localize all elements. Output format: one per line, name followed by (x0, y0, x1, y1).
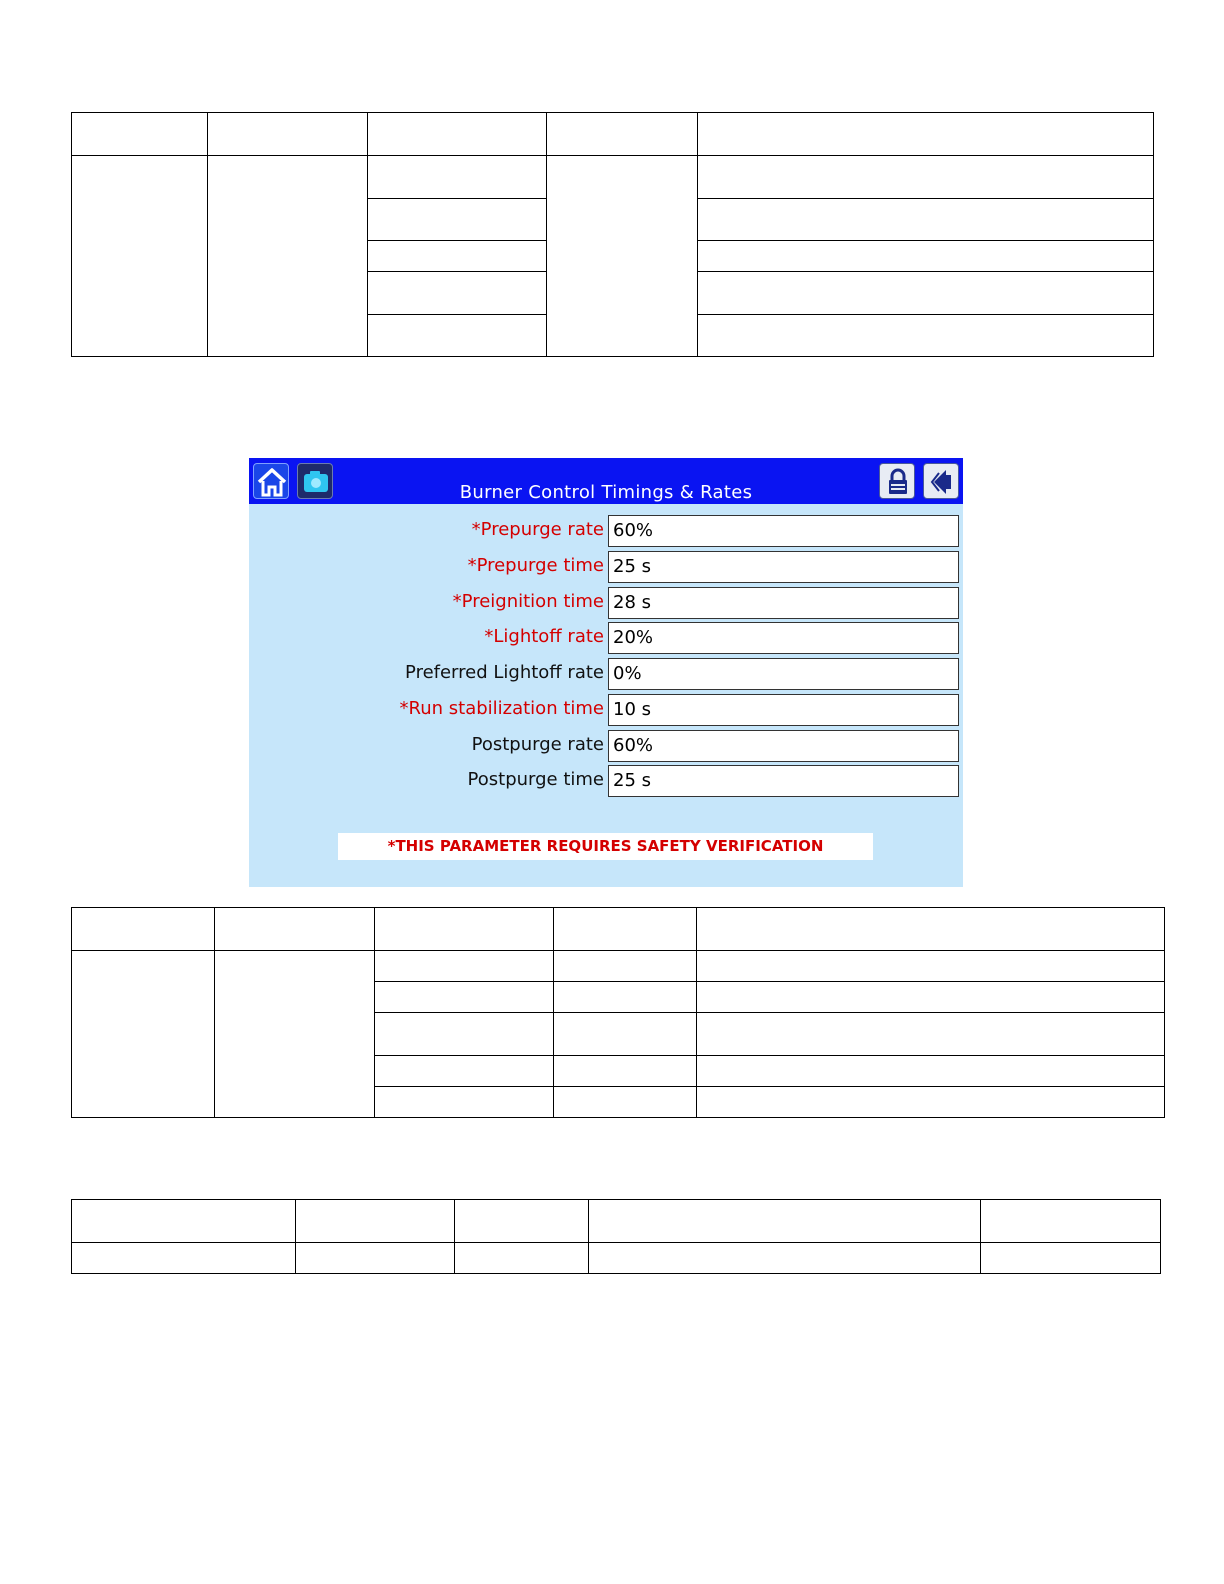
param-value: 10 s (613, 699, 652, 720)
preferred-lightoff-rate-field[interactable] (608, 658, 959, 690)
param-row-preignition-time (249, 587, 963, 619)
param-value: 25 s (613, 770, 652, 791)
table-row (72, 951, 1165, 982)
param-row-run-stabilization-time (249, 694, 963, 726)
param-label: Postpurge rate (471, 734, 604, 755)
bottom-table (71, 1199, 1161, 1274)
param-row-lightoff-rate (249, 622, 963, 654)
lock-icon (880, 464, 916, 500)
middle-table (71, 907, 1165, 1118)
top-table (71, 112, 1154, 357)
lightoff-rate-field[interactable] (608, 622, 959, 654)
param-value: 0% (613, 663, 642, 684)
param-label: *Preignition time (452, 591, 604, 612)
table-row (72, 1243, 1161, 1274)
page-title: Burner Control Timings & Rates (459, 482, 753, 503)
postpurge-time-field[interactable] (608, 765, 959, 797)
screen-header (249, 458, 963, 504)
param-row-postpurge-rate (249, 730, 963, 762)
lock-button[interactable] (879, 463, 915, 499)
table-row (72, 113, 1154, 156)
param-value: 25 s (613, 556, 652, 577)
param-label: *Prepurge rate (471, 519, 604, 540)
param-row-postpurge-time (249, 765, 963, 797)
table-row (72, 156, 1154, 199)
run-stabilization-time-field[interactable] (608, 694, 959, 726)
param-row-prepurge-rate (249, 515, 963, 547)
param-label: *Run stabilization time (399, 698, 604, 719)
table-row (72, 908, 1165, 951)
prepurge-rate-field[interactable] (608, 515, 959, 547)
param-value: 20% (613, 627, 654, 648)
param-row-prepurge-time (249, 551, 963, 583)
param-value: 60% (613, 520, 654, 541)
param-row-preferred-lightoff-rate (249, 658, 963, 690)
prepurge-time-field[interactable] (608, 551, 959, 583)
param-value: 28 s (613, 592, 652, 613)
burner-control-screen (249, 458, 963, 887)
postpurge-rate-field[interactable] (608, 730, 959, 762)
param-label: *Lightoff rate (484, 626, 604, 647)
back-arrow-icon (924, 464, 960, 500)
table-row (72, 1200, 1161, 1243)
preignition-time-field[interactable] (608, 587, 959, 619)
safety-verification-note: *THIS PARAMETER REQUIRES SAFETY VERIFICATION (338, 833, 873, 860)
param-label: *Prepurge time (467, 555, 604, 576)
param-value: 60% (613, 735, 654, 756)
param-label: Postpurge time (467, 769, 604, 790)
param-label: Preferred Lightoff rate (405, 662, 604, 683)
back-button[interactable] (923, 463, 959, 499)
